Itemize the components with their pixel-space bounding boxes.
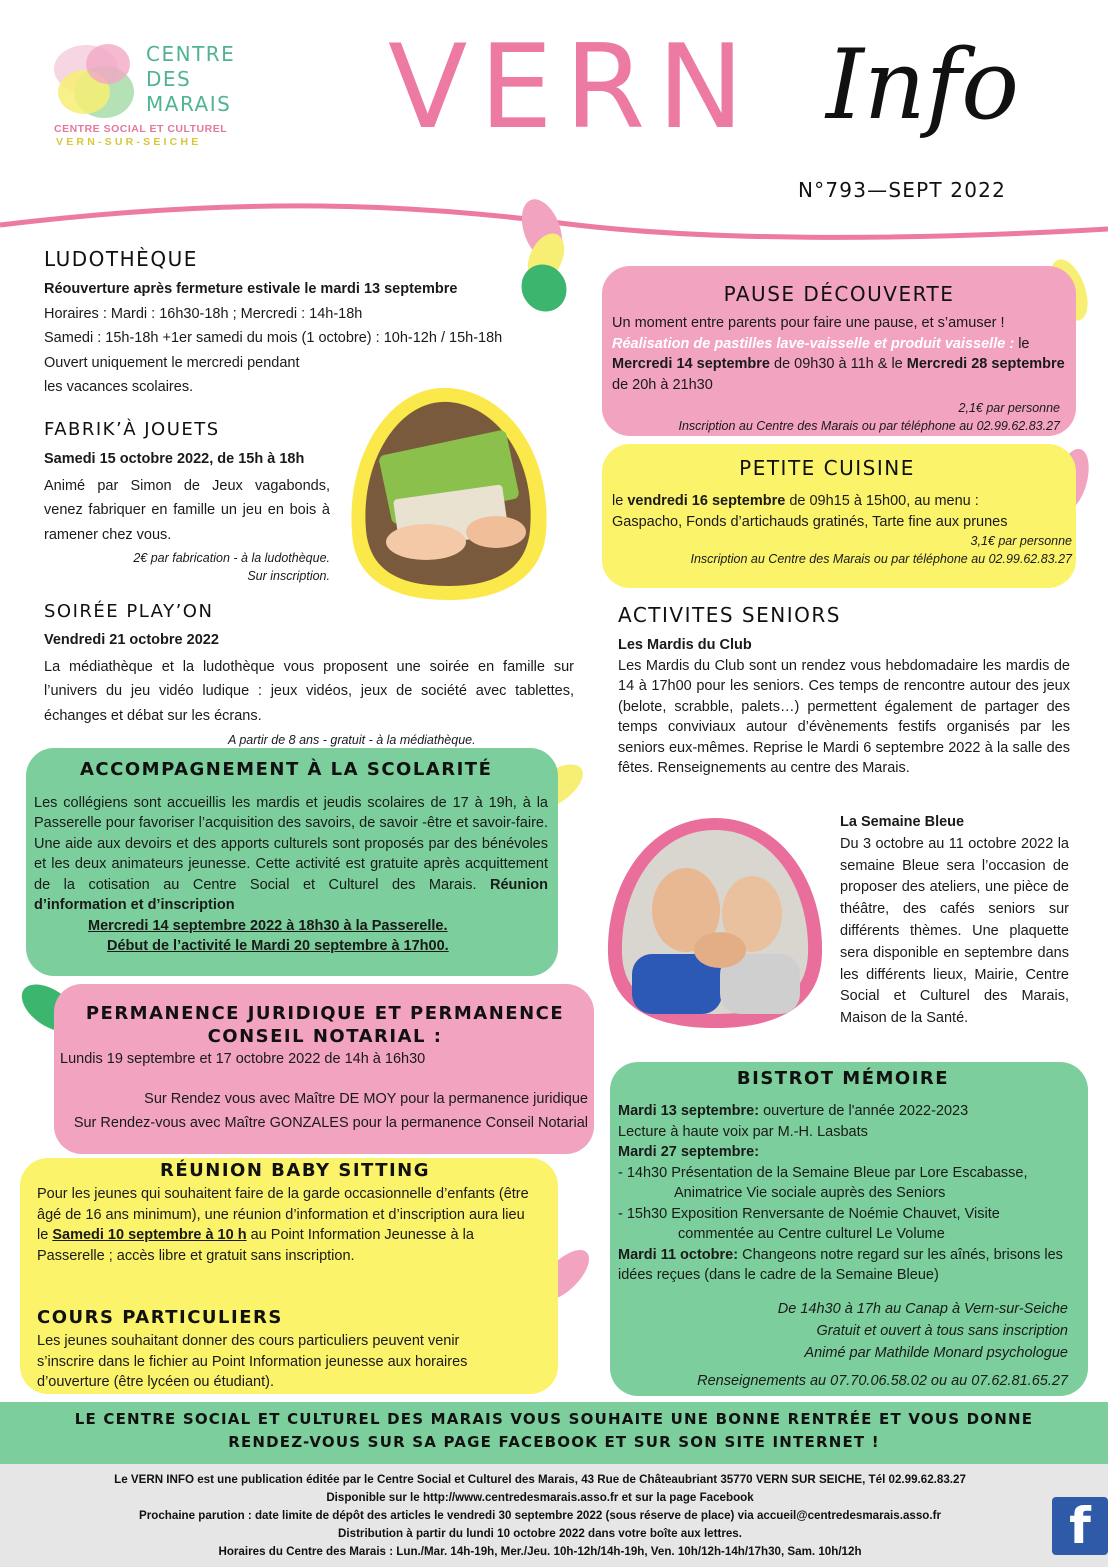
seniors-club-title: Les Mardis du Club [618, 637, 752, 653]
seniors-semaine-description: Du 3 octobre au 11 octobre 2022 la semaine Bleue sera l’occasion de proposer des ateliers, une pièce de théâtre, des cafés seniors sur différents thèmes. Une plaquette sera disponible en septembre dans les différents lieux, Mairie, Centre Social et Culturel des Marais, Maison de la Santé. [840, 835, 1069, 1027]
bistrot-event: Changeons notre regard sur les aînés, brisons les idées reçues (dans le cadre de la Semaine Bleue) [618, 1246, 1063, 1283]
masthead-script: Info [826, 29, 1020, 141]
fabrik-text [44, 449, 330, 585]
footer-line: Disponible sur le http://www.centredesmarais.asso.fr et sur la page Facebook [326, 1491, 754, 1504]
baby-title: RÉUNION BABY SITTING [160, 1160, 431, 1181]
bistrot-item: - 14h30 Présentation de la Semaine Bleue par Lore Escabasse, [618, 1164, 1028, 1181]
ludotheque-text [44, 279, 544, 398]
bistrot-item: commentée au Centre culturel Le Volume [678, 1226, 945, 1242]
pause-date: Mercredi 28 septembre [906, 356, 1065, 372]
juridique-title: PERMANENCE JURIDIQUE ET PERMANENCE CONSEIL NOTARIAL : [85, 1003, 565, 1047]
juridique-line2: Sur Rendez-vous avec Maître GONZALES pour la permanence Conseil Notarial [73, 1115, 588, 1131]
logo-subtitle: CENTRE SOCIAL ET CULTUREL [54, 123, 228, 135]
board-game-photo [346, 382, 552, 604]
soiree-lead: Vendredi 21 octobre 2022 [44, 632, 219, 648]
cuisine-price: 3,1€ par personne [970, 534, 1072, 548]
soiree-title: SOIRÉE PLAY’ON [44, 601, 214, 622]
bistrot-text [618, 1101, 1080, 1392]
pause-hours: de 09h30 à 11h & le [774, 356, 903, 372]
seniors-photo [602, 814, 828, 1032]
baby-text [37, 1184, 537, 1266]
seniors-semaine-title: La Semaine Bleue [840, 814, 965, 830]
logo-town: VERN-SUR-SEICHE [56, 136, 202, 148]
ludotheque-line: Ouvert uniquement le mercredi pendant [44, 354, 300, 371]
bistrot-event: ouverture de l'année 2022-2023 [763, 1103, 969, 1119]
banner-line: RENDEZ-VOUS SUR SA PAGE FACEBOOK ET SUR SON SITE INTERNET ! [228, 1433, 880, 1451]
bistrot-item: - 15h30 Exposition Renversante de Noémie Chauvet, Visite [618, 1205, 1000, 1222]
fabrik-note: Sur inscription. [247, 569, 330, 583]
pause-hours: de 20h à 21h30 [612, 376, 713, 393]
soiree-description: La médiathèque et la ludothèque vous proposent une soirée en famille sur l’univers du jeu vidéo ludique : jeux vidéos, jeux de société avec tablettes, échanges et débat sur les écrans. [44, 658, 574, 724]
bistrot-event: Lecture à haute voix par M.-H. Lasbats [618, 1123, 868, 1140]
juridique-dates: Lundis 19 septembre et 17 octobre 2022 de 14h à 16h30 [60, 1051, 426, 1067]
footer-text [30, 1471, 1050, 1561]
masthead-title: VERN [388, 20, 757, 155]
footer-line: Horaires du Centre des Marais : Lun./Mar. 14h-19h, Mer./Jeu. 10h-12h/14h-19h, Ven. 10h/12h-14h/17h30, Sam. 10h/12h [218, 1545, 862, 1558]
issue-number: N°793—SEPT 2022 [798, 178, 1006, 202]
ludotheque-line: les vacances scolaires. [44, 379, 194, 395]
bistrot-contact: Renseignements au 07.70.06.58.02 ou au 07.62.81.65.27 [697, 1372, 1068, 1389]
accompagnement-bold: Réunion d’information et d’inscription [34, 876, 549, 914]
accompagnement-description: Les collégiens sont accueillis les mardis et jeudis scolaires de 17 à 19h, à la Passerelle pour favoriser l’acquisition des savoirs, de savoir -être et savoir-faire. Une aide aux devoirs et des apports culturels sont proposés par des bénévoles et les deux animateurs jeunesse. Cette activité est gratuite après acquittement de la cotisation au Centre Social et Culturel des Marais. [34, 795, 548, 893]
footer-line: Le VERN INFO est une publication éditée par le Centre Social et Culturel des Marais, 43 Rue de Châteaubriant 35770 VERN SUR SEICHE, Tél 02.99.62.83.27 [114, 1473, 966, 1486]
fabrik-lead: Samedi 15 octobre 2022, de 15h à 18h [44, 451, 305, 467]
cuisine-date: vendredi 16 septembre [627, 493, 786, 509]
ludotheque-line: Samedi : 15h-18h +1er samedi du mois (1 octobre) : 10h-12h / 15h-18h [44, 330, 503, 346]
ludotheque-title: LUDOTHÈQUE [44, 247, 198, 271]
cuisine-menu: Gaspacho, Fonds d’artichauds gratinés, Tarte fine aux prunes [612, 513, 1008, 530]
accompagnement-date2: Début de l’activité le Mardi 20 septembre à 17h00. [107, 938, 449, 954]
baby-date: Samedi 10 septembre à 10 h [52, 1227, 247, 1243]
soiree-note: A partir de 8 ans - gratuit - à la médiathèque. [228, 733, 476, 747]
ludotheque-line: Horaires : Mardi : 16h30-18h ; Mercredi : 14h-18h [44, 305, 363, 322]
cours-title: COURS PARTICULIERS [37, 1307, 283, 1328]
seniors-text1 [618, 635, 1070, 779]
accompagnement-title: ACCOMPAGNEMENT À LA SCOLARITÉ [80, 759, 493, 780]
pause-activity: Réalisation de pastilles lave-vaisselle et produit vaisselle : [612, 335, 1015, 352]
bistrot-info: Gratuit et ouvert à tous sans inscription [816, 1322, 1068, 1339]
bistrot-date: Mardi 27 septembre: [618, 1144, 760, 1160]
cuisine-inscription: Inscription au Centre des Marais ou par téléphone au 02.99.62.83.27 [690, 552, 1072, 566]
facebook-icon[interactable] [1052, 1497, 1108, 1555]
pause-text [612, 313, 1068, 435]
pause-date: Mercredi 14 septembre [612, 356, 770, 372]
cuisine-hours: de 09h15 à 15h00, au menu : [789, 493, 979, 509]
baby-description-end: au Point Information Jeunesse à la Passerelle ; accès libre et gratuit sans inscription. [37, 1227, 474, 1264]
fabrik-title: FABRIK’À JOUETS [44, 419, 220, 440]
footer-line: Distribution à partir du lundi 10 octobre 2022 dans votre boîte aux lettres. [338, 1527, 742, 1540]
baby-description: Pour les jeunes qui souhaitent faire de la garde occasionnelle d’enfants (être âgé de 16 ans minimum), une réunion d’information et d’inscription aura lieu le [37, 1186, 529, 1243]
logo-text [146, 42, 235, 117]
accompagnement-text [34, 793, 548, 915]
banner-line: LE CENTRE SOCIAL ET CULTUREL DES MARAIS VOUS SOUHAITE UNE BONNE RENTRÉE ET VOUS DONNE [74, 1410, 1034, 1428]
bistrot-date: Mardi 13 septembre: [618, 1103, 760, 1119]
pause-price: 2,1€ par personne [958, 401, 1060, 415]
facebook-letter: f [1069, 1497, 1091, 1555]
accompagnement-date1: Mercredi 14 septembre 2022 à 18h30 à la Passerelle. [88, 918, 448, 934]
seniors-text2 [840, 812, 1069, 1030]
pause-line: Un moment entre parents pour faire une pause, et s’amuser ! [612, 315, 1005, 331]
cours-text: Les jeunes souhaitant donner des cours particuliers peuvent venir s’inscrire dans le fichier au Point Information jeunesse aux horaires d’ouverture (être lycéen ou étudiant). [37, 1333, 468, 1390]
bistrot-info: Animé par Mathilde Monard psychologue [804, 1344, 1068, 1361]
fabrik-note: 2€ par fabrication - à la ludothèque. [133, 551, 330, 565]
cuisine-text [612, 491, 1072, 568]
fabrik-description: Animé par Simon de Jeux vagabonds, venez fabriquer en famille un jeu en bois à ramener chez vous. [44, 477, 330, 543]
bistrot-item: Animatrice Vie sociale auprès des Seniors [674, 1185, 946, 1201]
footer-line: Prochaine parution : date limite de dépôt des articles le vendredi 30 septembre 2022 (sous réserve de place) via accueil@centredesmarais.asso.fr [139, 1509, 941, 1522]
soiree-text [44, 630, 574, 751]
ludotheque-lead: Réouverture après fermeture estivale le mardi 13 septembre [44, 281, 458, 297]
banner-text [0, 1408, 1108, 1454]
bistrot-info: De 14h30 à 17h au Canap à Vern-sur-Seiche [777, 1300, 1068, 1317]
bistrot-title: BISTROT MÉMOIRE [736, 1068, 950, 1089]
pause-connector: le [1018, 335, 1030, 352]
logo-line: DES [146, 67, 192, 91]
seniors-club-description: Les Mardis du Club sont un rendez vous hebdomadaire les mardis de 14 à 17h00 pour les seniors. Ces temps de rencontre autour des jeux (belote, scrabble, palets…) permettent également de partager des temps conviviaux autour d’évènements festifs organisés par les seniors eux-mêmes. Reprise le Mardi 6 septembre 2022 à la salle des fêtes. Renseignements au centre des Marais. [618, 657, 1070, 776]
logo-line: MARAIS [146, 92, 232, 116]
logo-blobs [46, 34, 146, 124]
pause-title: PAUSE DÉCOUVERTE [723, 282, 955, 306]
cuisine-title: PETITE CUISINE [739, 456, 915, 480]
bistrot-date: Mardi 11 octobre: [618, 1246, 739, 1263]
header [0, 0, 1108, 200]
logo-line: CENTRE [146, 42, 236, 66]
seniors-title: ACTIVITES SENIORS [618, 603, 841, 627]
juridique-line1: Sur Rendez vous avec Maître DE MOY pour la permanence juridique [144, 1091, 588, 1107]
pause-inscription: Inscription au Centre des Marais ou par téléphone au 02.99.62.83.27 [678, 419, 1060, 433]
cuisine-connector: le [612, 493, 624, 509]
